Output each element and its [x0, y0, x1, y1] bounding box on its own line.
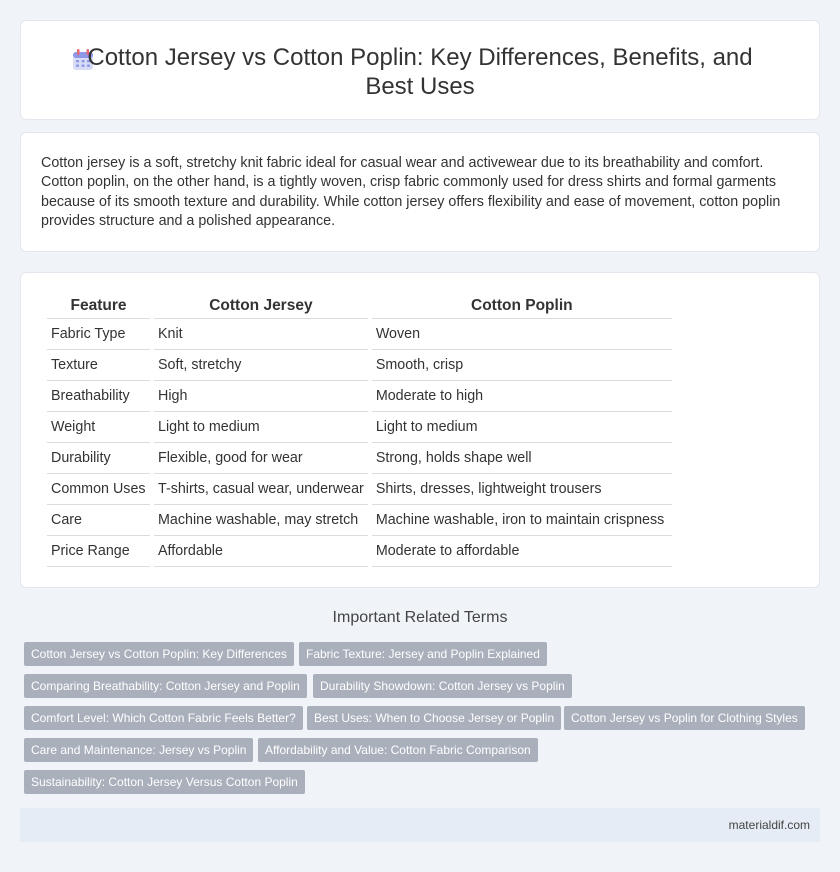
related-term-link[interactable]: Care and Maintenance: Jersey vs Poplin	[24, 738, 253, 762]
related-term-link[interactable]: Cotton Jersey vs Cotton Poplin: Key Differences	[24, 642, 294, 666]
jersey-cell: Affordable	[154, 536, 368, 567]
table-row	[47, 474, 672, 505]
footer-site-name[interactable]: materialdif.com	[728, 818, 810, 832]
poplin-cell: Machine washable, iron to maintain crispness	[372, 505, 672, 536]
jersey-cell: Flexible, good for wear	[154, 443, 368, 474]
related-term-link[interactable]: Fabric Texture: Jersey and Poplin Explained	[299, 642, 547, 666]
jersey-cell: High	[154, 381, 368, 412]
related-term-link[interactable]: Durability Showdown: Cotton Jersey vs Poplin	[313, 674, 572, 698]
table-row	[47, 443, 672, 474]
table-row	[47, 319, 672, 350]
related-term-link[interactable]: Best Uses: When to Choose Jersey or Poplin	[307, 706, 561, 730]
poplin-cell: Light to medium	[372, 412, 672, 443]
feature-cell: Breathability	[47, 381, 150, 412]
footer	[20, 808, 820, 842]
related-term-link[interactable]: Sustainability: Cotton Jersey Versus Cotton Poplin	[24, 770, 305, 794]
intro-paragraph: Cotton jersey is a soft, stretchy knit fabric ideal for casual wear and activewear due to its breathability and comfort. Cotton poplin, on the other hand, is a tightly woven, crisp fabric commonly used for dress shirts and formal garments because of its smooth texture and durability. While cotton jersey offers flexibility and ease of movement, cotton poplin provides structure and a polished appearance.	[41, 155, 781, 230]
feature-cell: Price Range	[47, 536, 150, 567]
table-row	[47, 536, 672, 567]
poplin-cell: Moderate to high	[372, 381, 672, 412]
header-feature: Feature	[47, 293, 150, 319]
poplin-cell: Smooth, crisp	[372, 350, 672, 381]
jersey-cell: Knit	[154, 319, 368, 350]
related-term-link[interactable]: Cotton Jersey vs Poplin for Clothing Styles	[564, 706, 805, 730]
table-row	[47, 505, 672, 536]
feature-cell: Texture	[47, 350, 150, 381]
comparison-table	[43, 293, 676, 567]
comparison-table-card	[20, 272, 820, 588]
page-title: Cotton Jersey vs Cotton Poplin: Key Differences, Benefits, and Best Uses	[87, 44, 753, 100]
table-row	[47, 381, 672, 412]
poplin-cell: Moderate to affordable	[372, 536, 672, 567]
feature-cell: Durability	[47, 443, 150, 474]
intro-card	[20, 132, 820, 252]
feature-cell: Fabric Type	[47, 319, 150, 350]
header-cotton-poplin: Cotton Poplin	[372, 293, 672, 319]
table-header-row	[47, 293, 672, 319]
jersey-cell: T-shirts, casual wear, underwear	[154, 474, 368, 505]
feature-cell: Common Uses	[47, 474, 150, 505]
poplin-cell: Shirts, dresses, lightweight trousers	[372, 474, 672, 505]
jersey-cell: Machine washable, may stretch	[154, 505, 368, 536]
table-row	[47, 350, 672, 381]
jersey-cell: Light to medium	[154, 412, 368, 443]
poplin-cell: Strong, holds shape well	[372, 443, 672, 474]
poplin-cell: Woven	[372, 319, 672, 350]
related-term-link[interactable]: Affordability and Value: Cotton Fabric Comparison	[258, 738, 538, 762]
related-term-link[interactable]: Comparing Breathability: Cotton Jersey and Poplin	[24, 674, 307, 698]
header-cotton-jersey: Cotton Jersey	[154, 293, 368, 319]
table-row	[47, 412, 672, 443]
feature-cell: Weight	[47, 412, 150, 443]
feature-cell: Care	[47, 505, 150, 536]
related-terms-heading: Important Related Terms	[332, 609, 508, 626]
related-term-link[interactable]: Comfort Level: Which Cotton Fabric Feels Better?	[24, 706, 303, 730]
title-card	[20, 20, 820, 120]
jersey-cell: Soft, stretchy	[154, 350, 368, 381]
